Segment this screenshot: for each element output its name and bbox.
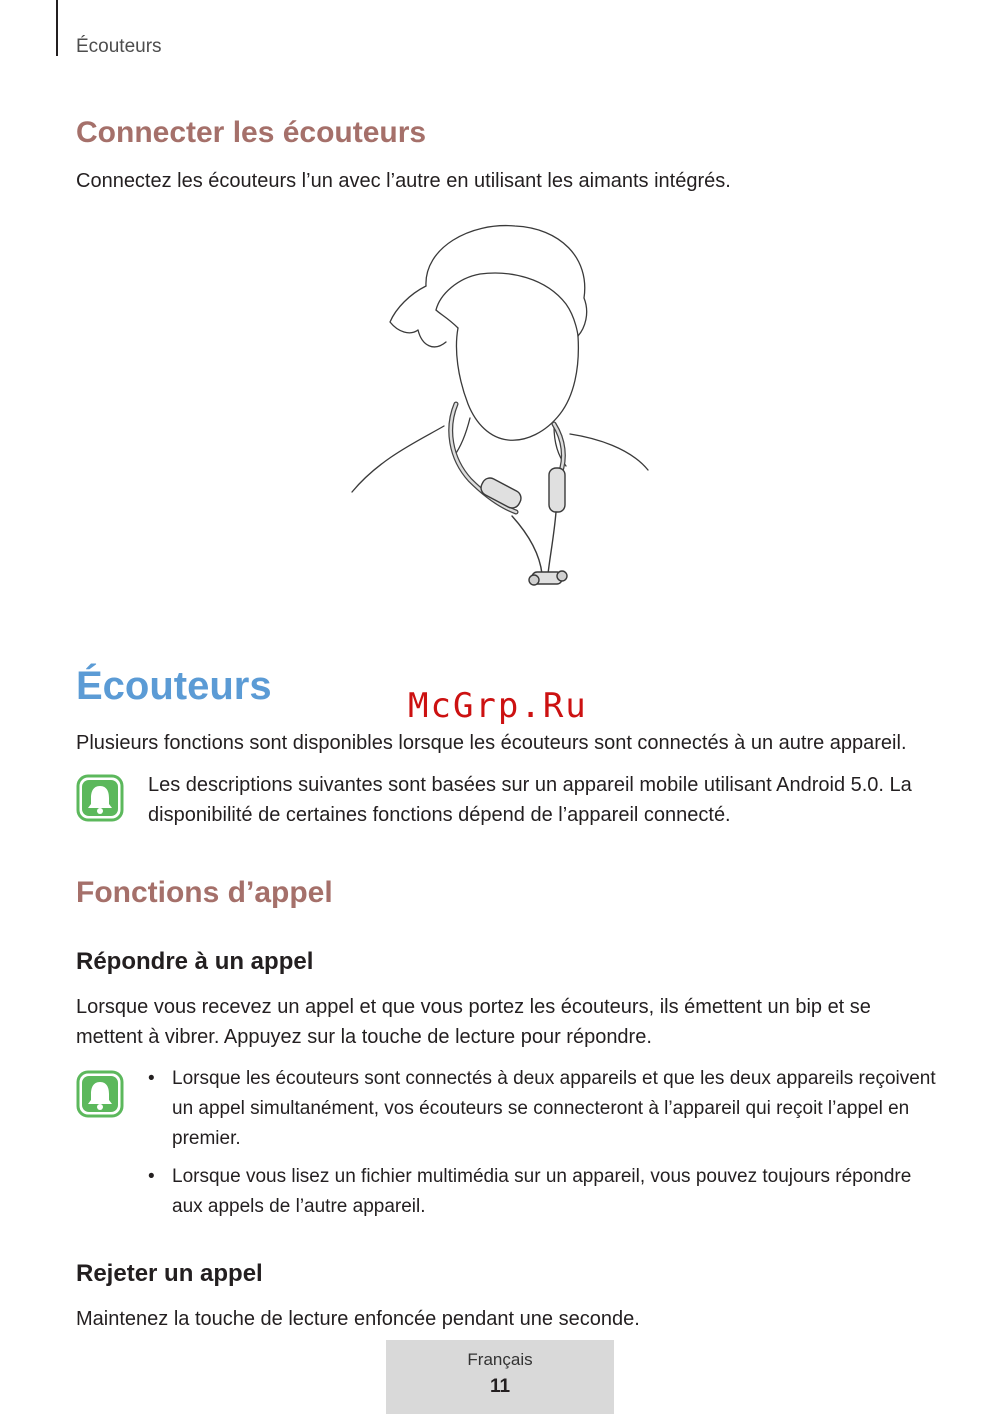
running-head: Écouteurs xyxy=(76,36,162,57)
chapter-note-text: Les descriptions suivantes sont basées sur un appareil mobile utilisant Android 5.0. La disponibilité de certaines fonctions dépend de l’appareil connecté. xyxy=(148,774,912,826)
chapter-intro: Plusieurs fonctions sont disponibles lorsque les écouteurs sont connectés à un autre appareil. xyxy=(76,732,907,754)
subsection-title-reject: Rejeter un appel xyxy=(76,1260,263,1287)
reject-text: Maintenez la touche de lecture enfoncée pendant une seconde. xyxy=(76,1308,640,1330)
list-item xyxy=(148,1162,938,1222)
page-number: 11 xyxy=(489,1376,511,1397)
person-outline-drawing xyxy=(352,226,648,492)
bullet-icon: • xyxy=(148,1166,155,1187)
connect-text: Connectez les écouteurs l’un avec l’autre en utilisant les aimants intégrés. xyxy=(76,170,731,192)
subsection-title-answer: Répondre à un appel xyxy=(76,948,314,975)
page-footer xyxy=(386,1340,614,1414)
answer-note-text: Lorsque les écouteurs sont connectés à deux appareils et que les deux appareils reçoivent un appel simultanément, vos écouteurs se connecteront à l’appareil qui reçoit l’appel en premier. xyxy=(172,1068,936,1149)
chapter-title: Écouteurs xyxy=(76,664,272,708)
answer-text: Lorsque vous recevez un appel et que vous portez les écouteurs, ils émettent un bip et se mettent à vibrer. Appuyez sur la touche de lecture pour répondre. xyxy=(76,996,871,1048)
section-title-connect: Connecter les écouteurs xyxy=(76,116,427,149)
headset-neckband-drawing xyxy=(451,404,567,585)
note-bell-icon xyxy=(76,774,124,822)
answer-notes-list xyxy=(148,1064,938,1230)
answer-note-text: Lorsque vous lisez un fichier multimédia sur un appareil, vous pouvez toujours répondre aux appels de l’autre appareil. xyxy=(172,1166,912,1217)
watermark-text: McGrp.Ru xyxy=(408,686,588,726)
neckband-headset-illustration xyxy=(340,218,660,598)
footer-language: Français xyxy=(467,1350,533,1369)
note-bell-icon xyxy=(76,1070,124,1118)
header-rule xyxy=(56,0,58,56)
list-item xyxy=(148,1064,938,1154)
section-title-call-functions: Fonctions d’appel xyxy=(76,876,333,909)
bullet-icon: • xyxy=(148,1068,155,1089)
